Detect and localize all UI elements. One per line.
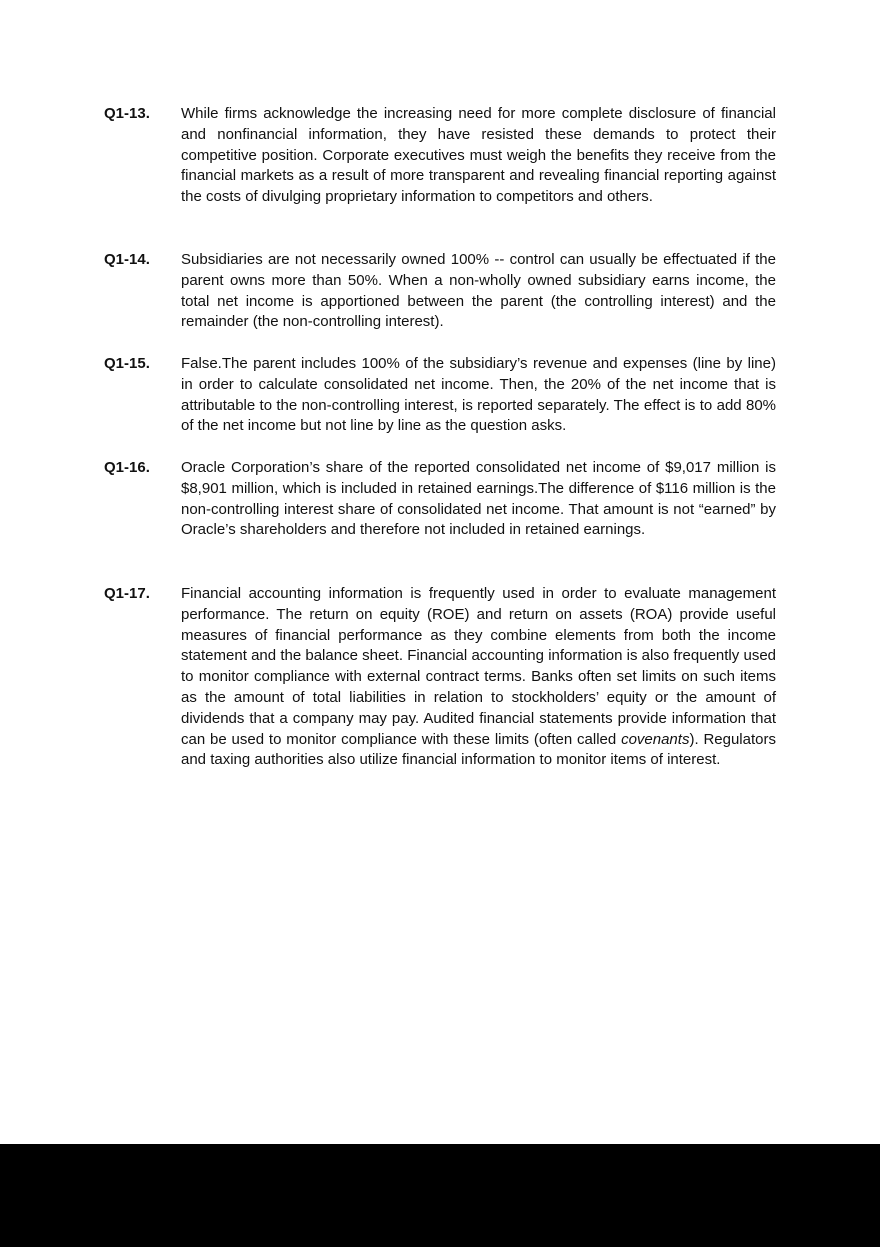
question-q1-16 bbox=[104, 458, 776, 541]
answer-text-part2: ). Regulators and taxing authorities also utilize financial information to monitor items of interest. bbox=[181, 730, 776, 769]
question-q1-13 bbox=[104, 104, 776, 208]
answer-text bbox=[181, 584, 776, 771]
answer-text: While firms acknowledge the increasing need for more complete disclosure of financial and nonfinancial information, they have resisted these demands to protect their competitive position. Corporate executives must weigh the benefits they receive from the financial markets as a result of more transparent and revealing financial reporting against the costs of divulging proprietary information to competitors and others. bbox=[181, 105, 776, 206]
question-label: Q1-15. bbox=[104, 355, 150, 372]
answer-text: Oracle Corporation’s share of the reported consolidated net income of $9,017 million is $8,901 million, which is included in retained earnings.The difference of $116 million is the non-controlling interest share of consolidated net income. That amount is not “earned” by Oracle’s shareholders and therefore not included in retained earnings. bbox=[181, 459, 776, 539]
question-label: Q1-16. bbox=[104, 459, 150, 476]
question-q1-17 bbox=[104, 584, 776, 771]
answer-text-part1: Financial accounting information is frequently used in order to evaluate management performance. The return on equity (ROE) and return on assets (ROA) provide useful measures of financial performance as they combine elements from both the income statement and the balance sheet. Financial accounting information is also frequently used to monitor compliance with external contract terms. Banks often set limits on such items as the amount of total liabilities in relation to stockholders’ equity or the amount of dividends that a company may pay. Audited financial statements provide information that can be used to monitor compliance with these limits (often called bbox=[181, 585, 776, 748]
question-q1-14 bbox=[104, 250, 776, 333]
answer-text: False.The parent includes 100% of the subsidiary’s revenue and expenses (line by line) in order to calculate consolidated net income. Then, the 20% of the net income that is attributable to the non-controlling interest, is reported separately. The effect is to add 80% of the net income but not line by line as the question asks. bbox=[181, 355, 776, 435]
question-label: Q1-13. bbox=[104, 105, 150, 122]
question-q1-15 bbox=[104, 354, 776, 437]
question-label: Q1-17. bbox=[104, 585, 150, 602]
answer-text: Subsidiaries are not necessarily owned 100% -- control can usually be effectuated if the parent owns more than 50%. When a non-wholly owned subsidiary earns income, the total net income is apportioned between the parent (the controlling interest) and the remainder (the non-controlling interest). bbox=[181, 251, 776, 331]
bottom-black-band bbox=[0, 1144, 880, 1247]
question-label: Q1-14. bbox=[104, 251, 150, 268]
answer-text-italic-term: covenants bbox=[621, 730, 690, 748]
